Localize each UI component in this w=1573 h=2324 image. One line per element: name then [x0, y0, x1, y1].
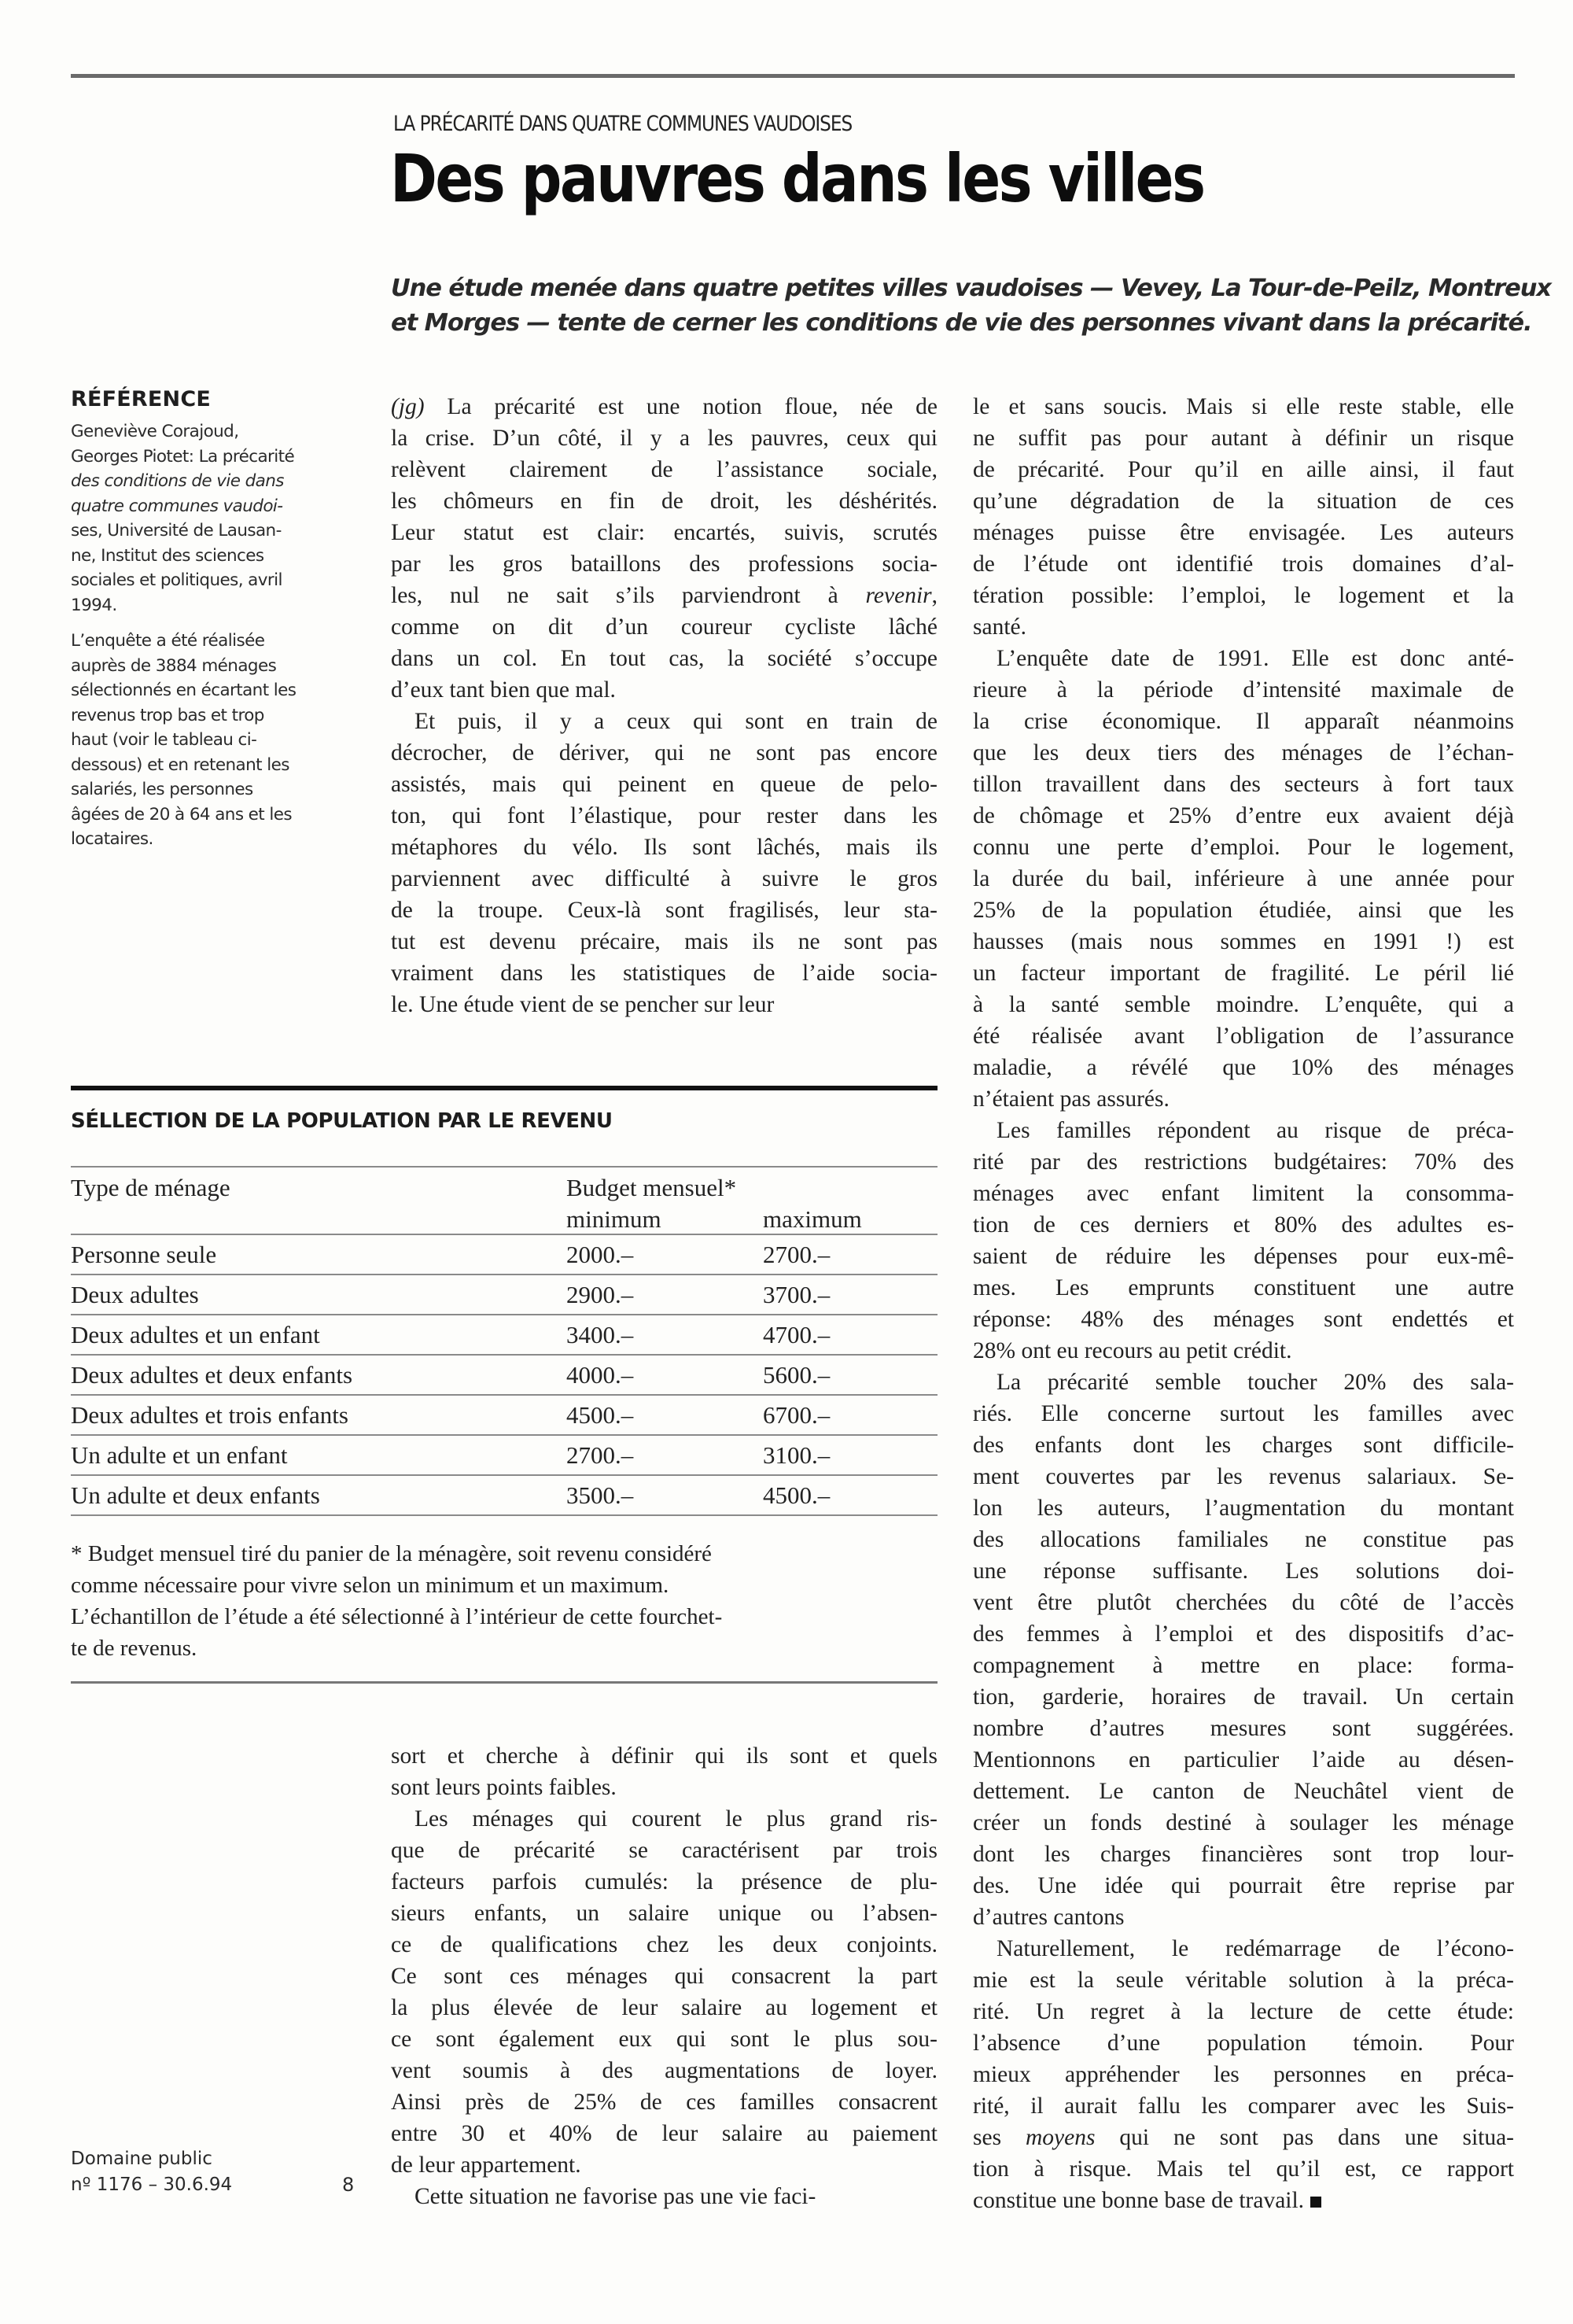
text-line: la crise. D’un côté, il y a les pauvres, ceux qui [391, 426, 938, 451]
table-row [71, 1355, 938, 1395]
text-line: facteurs parfois cumulés: la présence de plu- [391, 1869, 938, 1894]
household-type-cell: Deux adultes et un enfant [71, 1315, 566, 1355]
citation-line: ses, Université de Lausan- [71, 521, 282, 540]
table-footnote [71, 1538, 938, 1664]
page-number: 8 [342, 2174, 355, 2196]
text-line: mes. Les emprunts constituent une autre [973, 1275, 1514, 1300]
text-line: connu une perte d’emploi. Pour le logement, [973, 835, 1514, 860]
text-line: tion de ces derniers et 80% des adultes es- [973, 1212, 1514, 1238]
text-line: des allocations familiales ne constitue pas [973, 1527, 1514, 1552]
text-line: sort et cherche à définir qui ils sont et quels [391, 1743, 938, 1769]
note-line: dessous) et en retenant les [71, 754, 289, 775]
minimum-budget-cell: 2000.– [566, 1234, 763, 1275]
text-line: que les deux tiers des ménages de l’échan- [973, 740, 1514, 765]
minimum-budget-cell: 4000.– [566, 1355, 763, 1395]
household-type-cell: Deux adultes [71, 1275, 566, 1315]
minimum-budget-cell: 2900.– [566, 1275, 763, 1315]
note-line: âgées de 20 à 64 ans et les [71, 804, 292, 824]
table-bottom-rule [71, 1681, 938, 1684]
text-line: dont les charges financières sont trop lour- [973, 1842, 1514, 1867]
issue-info: nº 1176 – 30.6.94 [71, 2175, 233, 2195]
text-line: La précarité semble toucher 20% des sala- [996, 1370, 1514, 1395]
note-line: haut (voir le tableau ci- [71, 730, 257, 750]
note-line: sélectionnés en écartant les [71, 681, 297, 700]
text-line: hausses (mais nous sommes en 1991 !) est [973, 929, 1514, 954]
text-line: vent soumis à des augmentations de loyer. [391, 2058, 938, 2083]
household-type-cell: Deux adultes et trois enfants [71, 1395, 566, 1435]
note-line: salariés, les personnes [71, 780, 253, 799]
text-line: (jg) La précarité est une notion floue, née de [391, 394, 938, 419]
text-line: le. Une étude vient de se pencher sur leur [391, 992, 775, 1017]
text-line: ménages puisse être envisagée. Les auteurs [973, 520, 1514, 545]
note-line: auprès de 3884 ménages [71, 655, 277, 676]
header-minimum: minimum [566, 1205, 661, 1233]
body-column-1-top [391, 391, 938, 1020]
text-line: Cette situation ne favorise pas une vie faci- [414, 2184, 816, 2209]
footnote-line: L’échantillon de l’étude a été sélectionné à l’intérieur de cette fourchet- [71, 1604, 723, 1629]
header-type: Type de ménage [71, 1167, 566, 1202]
header-maximum: maximum [763, 1205, 862, 1233]
text-line: Naturellement, le redémarrage de l’écono- [996, 1936, 1514, 1961]
text-line: tillon travaillent dans des secteurs à fort taux [973, 772, 1514, 797]
sidebar-heading: RÉFÉRENCE [71, 387, 212, 411]
text-line: rité. Un regret à la lecture de cette étude: [973, 1999, 1514, 2024]
maximum-budget-cell: 6700.– [763, 1395, 938, 1435]
text-line: une réponse suffisante. Les solutions doi- [973, 1559, 1514, 1584]
text-line: décrocher, de dériver, qui ne sont pas encore [391, 740, 938, 765]
table-header-row [71, 1167, 938, 1202]
text-line: compagnement à mettre en place: forma- [973, 1653, 1514, 1678]
table-subheader-row [71, 1202, 938, 1234]
footnote-line: * Budget mensuel tiré du panier de la ménagère, soit revenu considéré [71, 1541, 712, 1566]
article-kicker: LA PRÉCARITÉ DANS QUATRE COMMUNES VAUDOISES [393, 112, 853, 136]
text-line: lon les auteurs, l’augmentation du montant [973, 1496, 1514, 1521]
text-line: de leur appartement. [391, 2152, 581, 2178]
text-line: ne suffit pas pour autant à définir un risque [973, 426, 1514, 451]
household-type-cell: Deux adultes et deux enfants [71, 1355, 566, 1395]
text-line: mieux appréhender les personnes en préca- [973, 2062, 1514, 2087]
text-line: ton, qui font l’élastique, pour rester dans les [391, 803, 938, 828]
text-line: un facteur important de fragilité. Le péril lié [973, 961, 1514, 986]
household-type-cell: Un adulte et un enfant [71, 1435, 566, 1475]
text-line: des enfants dont les charges sont difficile- [973, 1433, 1514, 1458]
survey-note [71, 629, 362, 852]
text-line: rieure à la période d’intensité maximale de [973, 677, 1514, 703]
text-line: tion, garderie, horaires de travail. Un certain [973, 1684, 1514, 1710]
text-line: ce de qualifications chez les deux conjoints. [391, 1932, 938, 1957]
table-row [71, 1435, 938, 1475]
text-line: Mentionnons en particulier l’aide au désen- [973, 1747, 1514, 1773]
text-line: Ainsi près de 25% de ces familles consacrent [391, 2090, 938, 2115]
body-column-2 [973, 391, 1514, 2216]
text-line: tération possible: l’emploi, le logement et la [973, 583, 1514, 608]
article-title: Des pauvres dans les villes [390, 140, 1204, 217]
text-line: Ce sont ces ménages qui consacrent la part [391, 1964, 938, 1989]
text-line: ses moyens qui ne sont pas dans une situa- [973, 2125, 1515, 2150]
minimum-budget-cell: 2700.– [566, 1435, 763, 1475]
article-deck [391, 271, 1551, 341]
footnote-line: te de revenus. [71, 1636, 197, 1661]
text-line: que de précarité se caractérisent par trois [391, 1838, 938, 1863]
citation-line: 1994. [71, 595, 117, 615]
text-line: la crise économique. Il apparaît néanmoins [973, 709, 1514, 734]
text-line: le et sans soucis. Mais si elle reste stable, elle [973, 394, 1514, 419]
text-line: des femmes à l’emploi et des dispositifs d’ac- [973, 1621, 1514, 1647]
text-line: saient de réduire les dépenses pour eux-mê- [973, 1244, 1514, 1269]
citation-line: des conditions de vie dans [71, 471, 284, 491]
footnote-line: comme nécessaire pour vivre selon un minimum et un maximum. [71, 1573, 669, 1598]
text-line: ménages avec enfant limitent la consomma- [973, 1181, 1514, 1206]
text-line: riés. Elle concerne surtout les familles avec [973, 1401, 1514, 1426]
text-line: vraiment dans les statistiques de l’aide socia- [391, 961, 938, 986]
text-line: rité par des restrictions budgétaires: 70% des [973, 1149, 1514, 1175]
text-line: la durée du bail, inférieure à une année pour [973, 866, 1514, 891]
body-column-1-bottom [391, 1740, 938, 2212]
text-line: été réalisée avant l’obligation de l’assurance [973, 1024, 1514, 1049]
text-line: entre 30 et 40% de leur salaire au paiement [391, 2121, 938, 2146]
table-row [71, 1234, 938, 1275]
text-line: dans un col. En tout cas, la société s’occupe [391, 646, 938, 671]
reference-sidebar [71, 387, 362, 863]
maximum-budget-cell: 2700.– [763, 1234, 938, 1275]
income-selection-table-block [71, 1086, 938, 1684]
text-line: parviennent avec difficulté à suivre le gros [391, 866, 938, 891]
text-line: relèvent clairement de l’assistance sociale, [391, 457, 938, 482]
text-line: 28% ont eu recours au petit crédit. [973, 1338, 1292, 1363]
table-body [71, 1234, 938, 1515]
household-type-cell: Personne seule [71, 1234, 566, 1275]
maximum-budget-cell: 5600.– [763, 1355, 938, 1395]
minimum-budget-cell: 4500.– [566, 1395, 763, 1435]
text-line: vent être plutôt cherchées du côté de l’accès [973, 1590, 1514, 1615]
citation-line: Geneviève Corajoud, [71, 422, 239, 441]
text-line: Et puis, il y a ceux qui sont en train de [414, 709, 938, 734]
text-line: Leur statut est clair: encartés, suivis, scrutés [391, 520, 938, 545]
table-top-rule [71, 1086, 938, 1090]
text-line: Les ménages qui courent le plus grand ris- [414, 1806, 938, 1832]
text-line: d’eux tant bien que mal. [391, 677, 616, 703]
text-line: métaphores du vélo. Ils sont lâchés, mais ils [391, 835, 938, 860]
text-line: réponse: 48% des ménages sont endettés et [973, 1307, 1514, 1332]
text-line: maladie, a révélé que 10% des ménages [973, 1055, 1514, 1080]
citation-line: Georges Piotet: La précarité [71, 446, 295, 467]
header-budget: Budget mensuel* [566, 1167, 938, 1202]
table-row [71, 1475, 938, 1515]
text-line: par les gros bataillons des professions socia- [391, 551, 938, 577]
text-line: dettement. Le canton de Neuchâtel vient de [973, 1779, 1514, 1804]
text-line: la plus élevée de leur salaire au logement et [391, 1995, 938, 2020]
table-row [71, 1315, 938, 1355]
publication-name: Domaine public [71, 2149, 212, 2169]
text-line: sont leurs points faibles. [391, 1775, 617, 1800]
top-rule [71, 74, 1515, 78]
maximum-budget-cell: 3100.– [763, 1435, 938, 1475]
text-line: les, nul ne sait s’ils parviendront à revenir, [391, 583, 938, 608]
page-footer [71, 2146, 355, 2198]
deck-line: et Morges — tente de cerner les conditions de vie des personnes vivant dans la précarité. [391, 309, 1532, 337]
text-line: tion à risque. Mais tel qu’il est, ce rapport [973, 2156, 1514, 2182]
text-line: créer un fonds destiné à soulager les ménage [973, 1810, 1514, 1835]
maximum-budget-cell: 4500.– [763, 1475, 938, 1515]
text-line: des. Une idée qui pourrait être reprise par [973, 1873, 1514, 1898]
note-line: revenus trop bas et trop [71, 705, 264, 725]
text-line: de précarité. Pour qu’il en aille ainsi, il faut [973, 457, 1514, 482]
end-of-article-square-icon [1310, 2197, 1321, 2208]
table-row [71, 1275, 938, 1315]
text-line: tut est devenu précaire, mais ils ne sont pas [391, 929, 938, 954]
text-line: L’enquête date de 1991. Elle est donc anté- [996, 646, 1514, 671]
citation-line: sociales et politiques, avril [71, 570, 282, 590]
text-line: de chômage et 25% d’entre eux avaient déjà [973, 803, 1514, 828]
text-line: ment couvertes par les revenus salariaux. Se- [973, 1464, 1514, 1489]
text-line: 25% de la population étudiée, ainsi que les [973, 898, 1514, 923]
text-line: les chômeurs en fin de droit, les déshérités. [391, 489, 938, 514]
text-line: de l’étude ont identifié trois domaines d’al- [973, 551, 1514, 577]
text-line: santé. [973, 614, 1026, 640]
note-line: locataires. [71, 829, 153, 849]
text-line: de la troupe. Ceux-là sont fragilisés, leur sta- [391, 898, 938, 923]
citation-line: ne, Institut des sciences [71, 545, 264, 566]
text-line: Les familles répondent au risque de préca- [996, 1118, 1514, 1143]
text-line: n’étaient pas assurés. [973, 1086, 1170, 1112]
maximum-budget-cell: 4700.– [763, 1315, 938, 1355]
text-line: à la santé semble moindre. L’enquête, qui a [973, 992, 1514, 1017]
minimum-budget-cell: 3400.– [566, 1315, 763, 1355]
household-type-cell: Un adulte et deux enfants [71, 1475, 566, 1515]
text-line: nombre d’autres mesures sont suggérées. [973, 1716, 1514, 1741]
deck-line: Une étude menée dans quatre petites villes vaudoises — Vevey, La Tour-de-Peilz, Montreux [391, 275, 1551, 302]
text-line: rité, il aurait fallu les comparer avec les Suis- [973, 2093, 1514, 2119]
text-line: mie est la seule véritable solution à la préca- [973, 1968, 1514, 1993]
text-line: assistés, mais qui peinent en queue de pelo- [391, 772, 938, 797]
table-row [71, 1395, 938, 1435]
maximum-budget-cell: 3700.– [763, 1275, 938, 1315]
text-line: ce sont également eux qui sont le plus sou- [391, 2027, 938, 2052]
text-line: qu’une dégradation de la situation de ces [973, 489, 1514, 514]
text-line: constitue une bonne base de travail. [973, 2185, 1514, 2216]
budget-table [71, 1166, 938, 1516]
text-line: sieurs enfants, un salaire unique ou l’absen- [391, 1901, 938, 1926]
citation-line: quatre communes vaudoi- [71, 496, 283, 516]
text-line: l’absence d’une population témoin. Pour [973, 2031, 1514, 2056]
minimum-budget-cell: 3500.– [566, 1475, 763, 1515]
text-line: comme on dit d’un coureur cycliste lâché [391, 614, 938, 640]
text-line: d’autres cantons [973, 1905, 1125, 1930]
note-line: L’enquête a été réalisée [71, 631, 265, 651]
reference-citation [71, 419, 362, 618]
table-title: SÉLLECTION DE LA POPULATION PAR LE REVENU [71, 1109, 613, 1133]
